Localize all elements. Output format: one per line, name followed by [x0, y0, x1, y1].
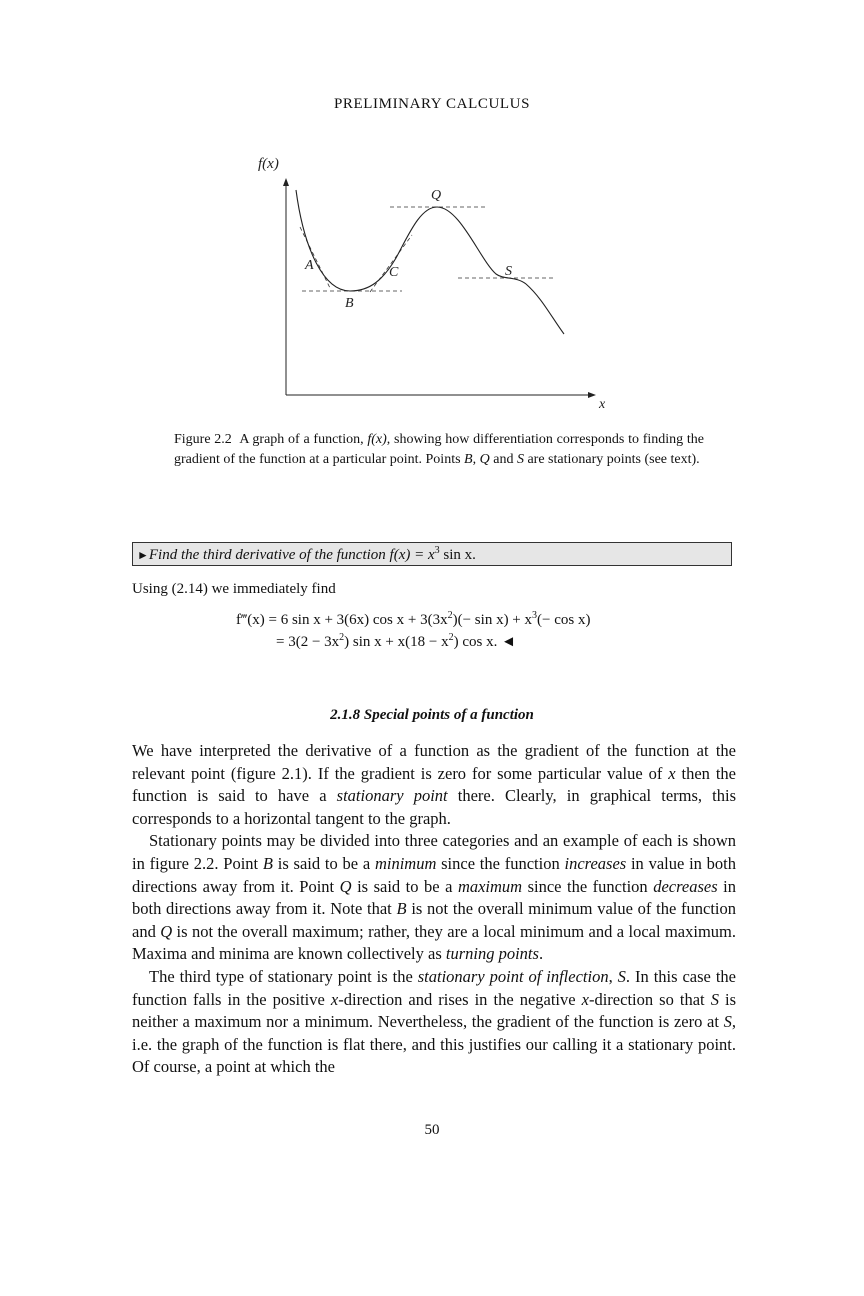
point-label-C: C	[389, 265, 399, 280]
function-curve	[296, 190, 564, 334]
p2-Q-2: Q	[160, 921, 173, 941]
worked-example-box	[132, 542, 732, 566]
function-graph-figure	[230, 150, 630, 420]
eq2-b: ) sin x + x(18 − x	[344, 634, 449, 650]
eq1-exp1: 2	[447, 610, 453, 621]
tangent-at-C	[370, 235, 412, 292]
p2-text-2: is said to be a	[273, 853, 375, 873]
p3-S-3: S	[723, 1012, 732, 1032]
p1-em-stationary-point: stationary point	[336, 786, 448, 806]
equation-line-2	[276, 634, 516, 651]
eq1-end: (− cos x)	[537, 612, 591, 628]
p3-text-3: . In this case the function falls in the positive	[132, 966, 736, 1009]
p2-text-6: since the function	[522, 876, 654, 896]
p3-S: S	[617, 966, 626, 986]
p2-em-decreases: decreases	[653, 876, 718, 896]
caption-B: B	[464, 452, 473, 467]
p2-Q: Q	[339, 876, 352, 896]
caption-and: and	[489, 452, 517, 467]
eq2-exp1: 2	[339, 632, 345, 643]
p2-text-4: in value in both directions away from it. Point	[132, 853, 737, 896]
eq2-a: = 3(2 − 3x	[276, 634, 340, 650]
p3-x: x	[330, 989, 339, 1009]
page-number: 50	[424, 1122, 440, 1138]
solution-intro: Using (2.14) we immediately find	[132, 581, 336, 597]
p2-text-9: is not the overall maximum; rather, they are a local minimum and a local maximum. Maxima and minima are known collectively as	[132, 921, 736, 964]
equation-line-1	[236, 612, 590, 629]
example-end-marker: ◄	[501, 634, 516, 650]
axes	[286, 182, 592, 395]
p3-text-5: -direction so that	[588, 989, 711, 1009]
p3-x-2: x	[581, 989, 589, 1009]
p3-S-2: S	[710, 989, 719, 1009]
eq2-exp2: 2	[448, 632, 454, 643]
eq1-lhs: f‴(x) = 6 sin x + 3(6x) cos x + 3(3x	[236, 612, 448, 628]
p3-em-inflection: stationary point of inflection	[417, 966, 609, 986]
figure-caption	[174, 430, 704, 470]
p1-text-2: then the function is said to have a	[132, 763, 736, 806]
caption-comma: ,	[472, 452, 477, 467]
caption-text: A graph of a function,	[239, 432, 368, 447]
caption-label: Figure 2.2	[174, 432, 232, 447]
p2-em-turning-points: turning points	[445, 944, 539, 964]
x-axis-label: x	[599, 397, 606, 412]
p2-B-2: B	[396, 899, 407, 919]
eq1-mid: )(− sin x) + x	[452, 612, 533, 628]
p2-text-7: in both directions away from it. Note that	[132, 876, 736, 919]
p2-text-8: is not the overall minimum value of the function and	[132, 899, 736, 941]
example-prompt: Find the third derivative of the function	[148, 547, 390, 563]
x-axis-arrowhead	[588, 392, 596, 398]
paragraph-2	[132, 830, 736, 966]
p2-text: Stationary points may be divided into three categories and an example of each is shown in figure 2.2. Point	[132, 831, 736, 873]
horizontal-tangents	[302, 207, 556, 291]
p2-text-10: .	[538, 944, 544, 964]
y-axis-arrowhead	[283, 178, 289, 186]
eq2-c: ) cos x.	[453, 634, 498, 650]
p2-em-increases: increases	[564, 853, 627, 873]
point-label-A: A	[305, 258, 314, 273]
caption-Q: Q	[479, 452, 490, 467]
p2-text-5: is said to be a	[351, 876, 458, 896]
p3-text: The third type of stationary point is the	[149, 966, 418, 986]
example-start-marker: ►	[137, 548, 149, 562]
point-label-B: B	[345, 296, 354, 311]
y-axis-label: f(x)	[258, 156, 279, 172]
p2-em-minimum: minimum	[374, 853, 437, 873]
example-exponent: 3	[434, 545, 440, 556]
paragraph-3	[132, 966, 736, 1079]
example-function-rest: sin x.	[439, 547, 476, 563]
p2-text-3: since the function	[436, 853, 565, 873]
running-header: PRELIMINARY CALCULUS	[333, 96, 531, 112]
caption-S: S	[516, 452, 524, 467]
p1-text: We have interpreted the derivative of a function as the gradient of the function at the relevant point (figure 2.1). If the gradient is zero for some particular value of	[132, 741, 736, 783]
p1-x: x	[668, 763, 676, 783]
p3-text-4: -direction and rises in the negative	[338, 989, 582, 1009]
point-label-Q: Q	[431, 188, 442, 203]
paragraph-1	[132, 740, 736, 830]
caption-fx: f(x)	[367, 432, 387, 447]
caption-text-2: , showing how differentiation corresponds to finding the gradient of the function at a particular point. Points	[174, 432, 705, 467]
p3-text-2: ,	[608, 966, 618, 986]
p1-text-3: there. Clearly, in graphical terms, this corresponds to a horizontal tangent to the graph.	[132, 786, 736, 828]
p2-B: B	[262, 853, 273, 873]
p2-em-maximum: maximum	[457, 876, 523, 896]
body-text	[132, 740, 736, 1079]
p3-text-6: is neither a maximum nor a minimum. Nevertheless, the gradient of the function is zero at	[132, 989, 736, 1032]
p3-text-7: , i.e. the graph of the function is flat there, and this justifies our calling it a stationary point. Of course, a point at which the	[132, 1012, 736, 1077]
caption-text-3: are stationary points (see text).	[523, 452, 700, 467]
point-label-S: S	[505, 264, 512, 279]
eq1-exp2: 3	[532, 610, 538, 621]
section-heading: 2.1.8 Special points of a function	[330, 707, 534, 723]
example-function: f(x) = x	[389, 547, 435, 563]
